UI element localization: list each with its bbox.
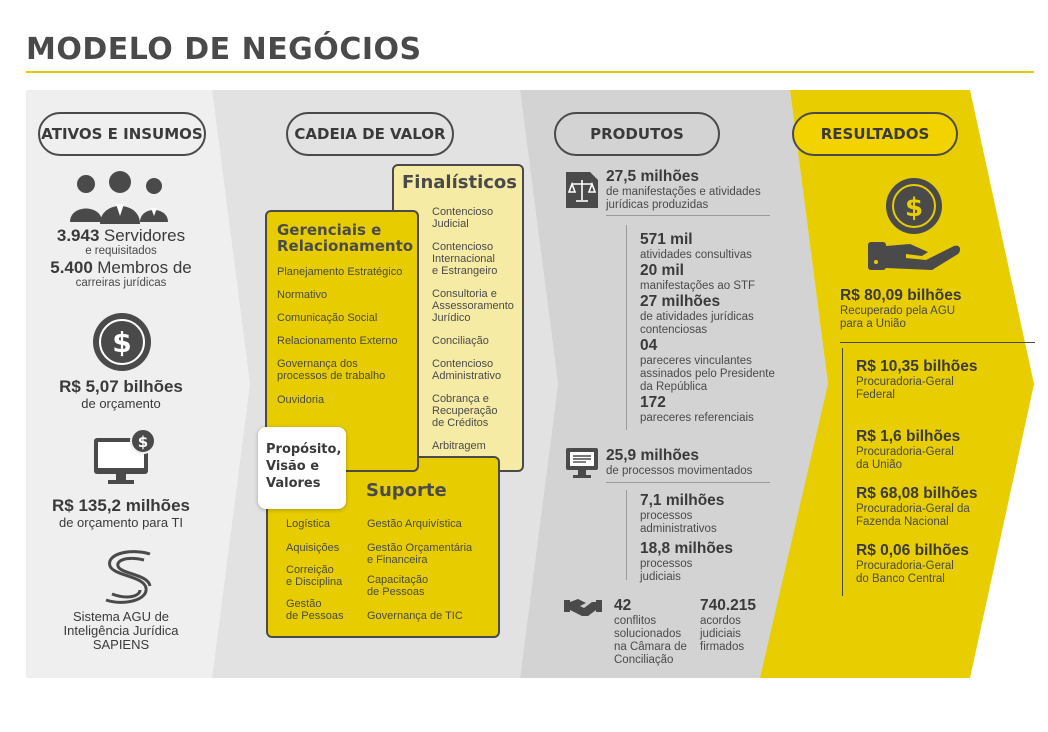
membros-number: 5.400 <box>50 258 93 277</box>
acordos-block <box>700 597 780 654</box>
conflitos-label: Conciliação <box>614 654 674 666</box>
proposito-box <box>258 427 346 509</box>
list-item: R$ 10,35 bilhões Procuradoria-Geral Federal <box>856 358 978 401</box>
list-item: 27 milhões de atividades jurídicas contenciosas <box>640 293 754 336</box>
list-item: Contencioso Administrativo <box>432 358 502 382</box>
list-item: R$ 0,06 bilhões Procuradoria-Geral do Banco Central <box>856 542 969 585</box>
total-label-line: para a União <box>840 318 906 330</box>
suporte-title: Suporte <box>366 480 447 501</box>
people-icon <box>66 170 176 226</box>
list-item: Planejamento Estratégico <box>277 266 403 278</box>
servidores-sub: e requisitados <box>85 245 157 257</box>
manif-value: 27,5 milhões <box>606 168 700 185</box>
list-item: Capacitação de Pessoas <box>367 574 429 598</box>
divider <box>606 215 770 216</box>
acordos-label: acordos <box>700 615 741 627</box>
list-item: Cobrança e Recuperação de Créditos <box>432 393 498 429</box>
proc-value: 25,9 milhões <box>606 447 700 464</box>
divider <box>626 225 627 430</box>
gerenciais-title-line2: Relacionamento <box>277 237 414 255</box>
sapiens-logo <box>100 548 156 606</box>
list-item: Contencioso Internacional e Estrangeiro <box>432 241 498 277</box>
proc-label: de processos movimentados <box>606 465 753 477</box>
finalisticos-list <box>432 206 524 452</box>
servidores-number: 3.943 <box>56 226 100 245</box>
list-item: Comunicação Social <box>277 312 378 324</box>
gerenciais-title <box>277 222 413 254</box>
conflitos-label: solucionados <box>614 628 682 640</box>
divider <box>840 342 1035 343</box>
orcamento-value: R$ 5,07 bilhões <box>59 377 183 396</box>
suporte-list-right <box>367 518 497 622</box>
orcamento-label: de orçamento <box>81 396 161 411</box>
acordos-value: 740.215 <box>700 597 757 614</box>
total-value: R$ 80,09 bilhões <box>840 287 962 304</box>
handshake-icon <box>564 596 602 618</box>
ti-label: de orçamento para TI <box>58 515 184 530</box>
total-label-line: Recuperado pela AGU <box>840 305 956 317</box>
membros-label: Membros de <box>97 258 192 277</box>
ti-value: R$ 135,2 milhões <box>52 496 190 515</box>
list-item: 18,8 milhões processos judiciais <box>640 540 734 583</box>
list-item: 20 mil manifestações ao STF <box>640 262 756 292</box>
monitor-dollar-icon <box>92 428 158 488</box>
manif-breakdown <box>640 231 790 425</box>
proc-breakdown <box>640 492 790 584</box>
acordos-label: firmados <box>700 641 745 653</box>
list-item: Gestão Orçamentária e Financeira <box>367 542 473 566</box>
list-item: Ouvidoria <box>277 394 325 406</box>
computer-document-icon <box>564 446 600 480</box>
conflitos-block <box>614 597 700 667</box>
list-item: Gestão Arquivística <box>367 518 462 530</box>
manif-label2: jurídicas produzidas <box>606 199 709 211</box>
sapiens-line2: Inteligência Jurídica <box>63 623 179 638</box>
svg-text:$: $ <box>112 326 132 359</box>
list-item: Gestão de Pessoas <box>286 598 344 622</box>
manif-label1: de manifestações e atividades <box>606 186 761 198</box>
title-divider <box>26 71 1034 73</box>
header-produtos: PRODUTOS <box>554 112 720 156</box>
divider <box>842 348 843 596</box>
divider <box>606 482 770 483</box>
list-item: 7,1 milhões processos administrativos <box>640 492 725 535</box>
proposito-text <box>266 441 342 492</box>
proposito-line2: Visão e <box>266 459 320 474</box>
conflitos-value: 42 <box>614 597 632 614</box>
servidores-label: Servidores <box>103 226 186 245</box>
list-item: Aquisições <box>286 542 340 554</box>
list-item: 04 pareceres vinculantes assinados pelo Presidente da República <box>640 337 775 393</box>
list-item: Conciliação <box>432 335 489 347</box>
page-title: MODELO DE NEGÓCIOS <box>26 32 422 67</box>
list-item: Contencioso Judicial <box>432 206 494 230</box>
conflitos-label: na Câmara de <box>614 641 687 653</box>
list-item: Consultoria e Assessoramento Jurídico <box>432 288 514 324</box>
list-item: Normativo <box>277 289 328 301</box>
acordos-label: judiciais <box>700 628 741 640</box>
header-ativos: ATIVOS E INSUMOS <box>38 112 206 156</box>
membros-sub: carreiras jurídicas <box>75 277 167 289</box>
list-item: Relacionamento Externo <box>277 335 398 347</box>
list-item: 571 mil atividades consultivas <box>640 231 752 261</box>
svg-text:$: $ <box>904 193 924 223</box>
hand-coin-icon <box>866 178 962 274</box>
list-item: R$ 1,6 bilhões Procuradoria-Geral da União <box>856 428 961 471</box>
proposito-line1: Propósito, <box>266 442 342 457</box>
manif-label <box>606 186 776 212</box>
list-item: R$ 68,08 bilhões Procuradoria-Geral da Fazenda Nacional <box>856 485 978 528</box>
scales-document-icon <box>564 170 600 210</box>
header-resultados: RESULTADOS <box>792 112 958 156</box>
proposito-line3: Valores <box>266 476 321 491</box>
list-item: Logística <box>286 518 331 530</box>
header-cadeia: CADEIA DE VALOR <box>286 112 454 156</box>
gerenciais-list <box>277 266 417 406</box>
sapiens-line1: Sistema AGU de <box>72 609 170 624</box>
conflitos-label: conflitos <box>614 615 657 627</box>
list-item: Governança de TIC <box>367 610 463 622</box>
list-item: Arbitragem <box>432 440 486 452</box>
svg-text:$: $ <box>137 433 149 451</box>
gerenciais-title-line1: Gerenciais e <box>277 221 382 239</box>
suporte-list-left <box>286 518 360 622</box>
total-label <box>840 305 955 331</box>
servidores-line <box>26 226 216 246</box>
membros-line <box>26 258 216 278</box>
list-item: 172 pareceres referenciais <box>640 394 754 424</box>
resultados-breakdown <box>856 358 1026 586</box>
divider <box>626 490 627 580</box>
dollar-icon <box>92 312 152 372</box>
list-item: Correição e Disciplina <box>286 564 343 588</box>
finalisticos-title: Finalísticos <box>402 172 518 193</box>
sapiens-line3: SAPIENS <box>92 637 150 652</box>
sapiens-text <box>26 610 216 652</box>
list-item: Governança dos processos de trabalho <box>277 358 386 382</box>
